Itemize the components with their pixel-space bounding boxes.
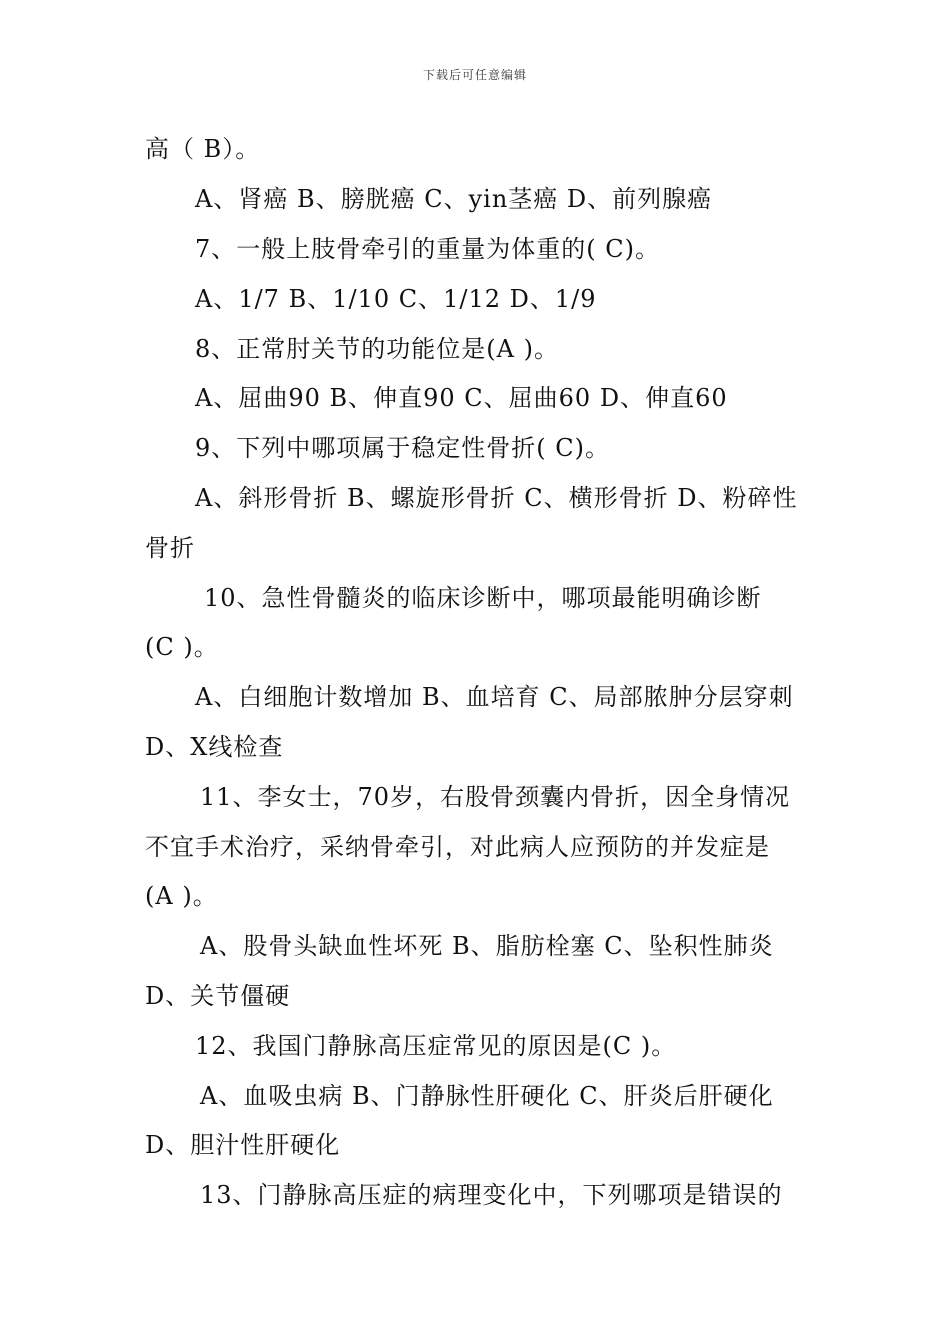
text-line: 9、下列中哪项属于稳定性骨折( C)。	[195, 434, 610, 462]
text-line: A、股骨头缺血性坏死 B、脂肪栓塞 C、坠积性肺炎	[200, 932, 774, 960]
text-line: 不宜手术治疗，采纳骨牵引，对此病人应预防的并发症是	[145, 833, 770, 861]
text-line: 13、门静脉高压症的病理变化中，下列哪项是错误的	[200, 1181, 783, 1209]
text-line: 7、一般上肢骨牵引的重量为体重的( C)。	[195, 235, 660, 263]
text-line: 12、我国门静脉高压症常见的原因是(C )。	[195, 1032, 677, 1060]
text-line: A、血吸虫病 B、门静脉性肝硬化 C、肝炎后肝硬化	[200, 1082, 774, 1110]
text-line: D、胆汁性肝硬化	[145, 1131, 341, 1159]
text-line: A、斜形骨折 B、螺旋形骨折 C、横形骨折 D、粉碎性	[195, 484, 798, 512]
text-line: D、关节僵硬	[145, 982, 291, 1010]
text-line: A、屈曲90 B、伸直90 C、屈曲60 D、伸直60	[195, 384, 728, 412]
text-line: D、X线检查	[145, 733, 284, 761]
text-line: A、白细胞计数增加 B、血培育 C、局部脓肿分层穿刺	[195, 683, 794, 711]
text-line: 11、李女士，70岁，右股骨颈囊内骨折，因全身情况	[200, 783, 791, 811]
text-line: A、肾癌 B、膀胱癌 C、yin茎癌 D、前列腺癌	[195, 185, 713, 213]
text-line: 10、急性骨髓炎的临床诊断中，哪项最能明确诊断	[204, 584, 762, 612]
text-line: (A )。	[145, 882, 218, 910]
text-line: A、1/7 B、1/10 C、1/12 D、1/9	[195, 285, 597, 313]
page-header: 下载后可任意编辑	[422, 68, 527, 82]
text-line: 骨折	[145, 534, 195, 562]
text-line: (C )。	[145, 633, 219, 661]
text-line: 8、正常肘关节的功能位是(A )。	[195, 335, 559, 363]
text-line: 高（ B）。	[145, 135, 261, 163]
